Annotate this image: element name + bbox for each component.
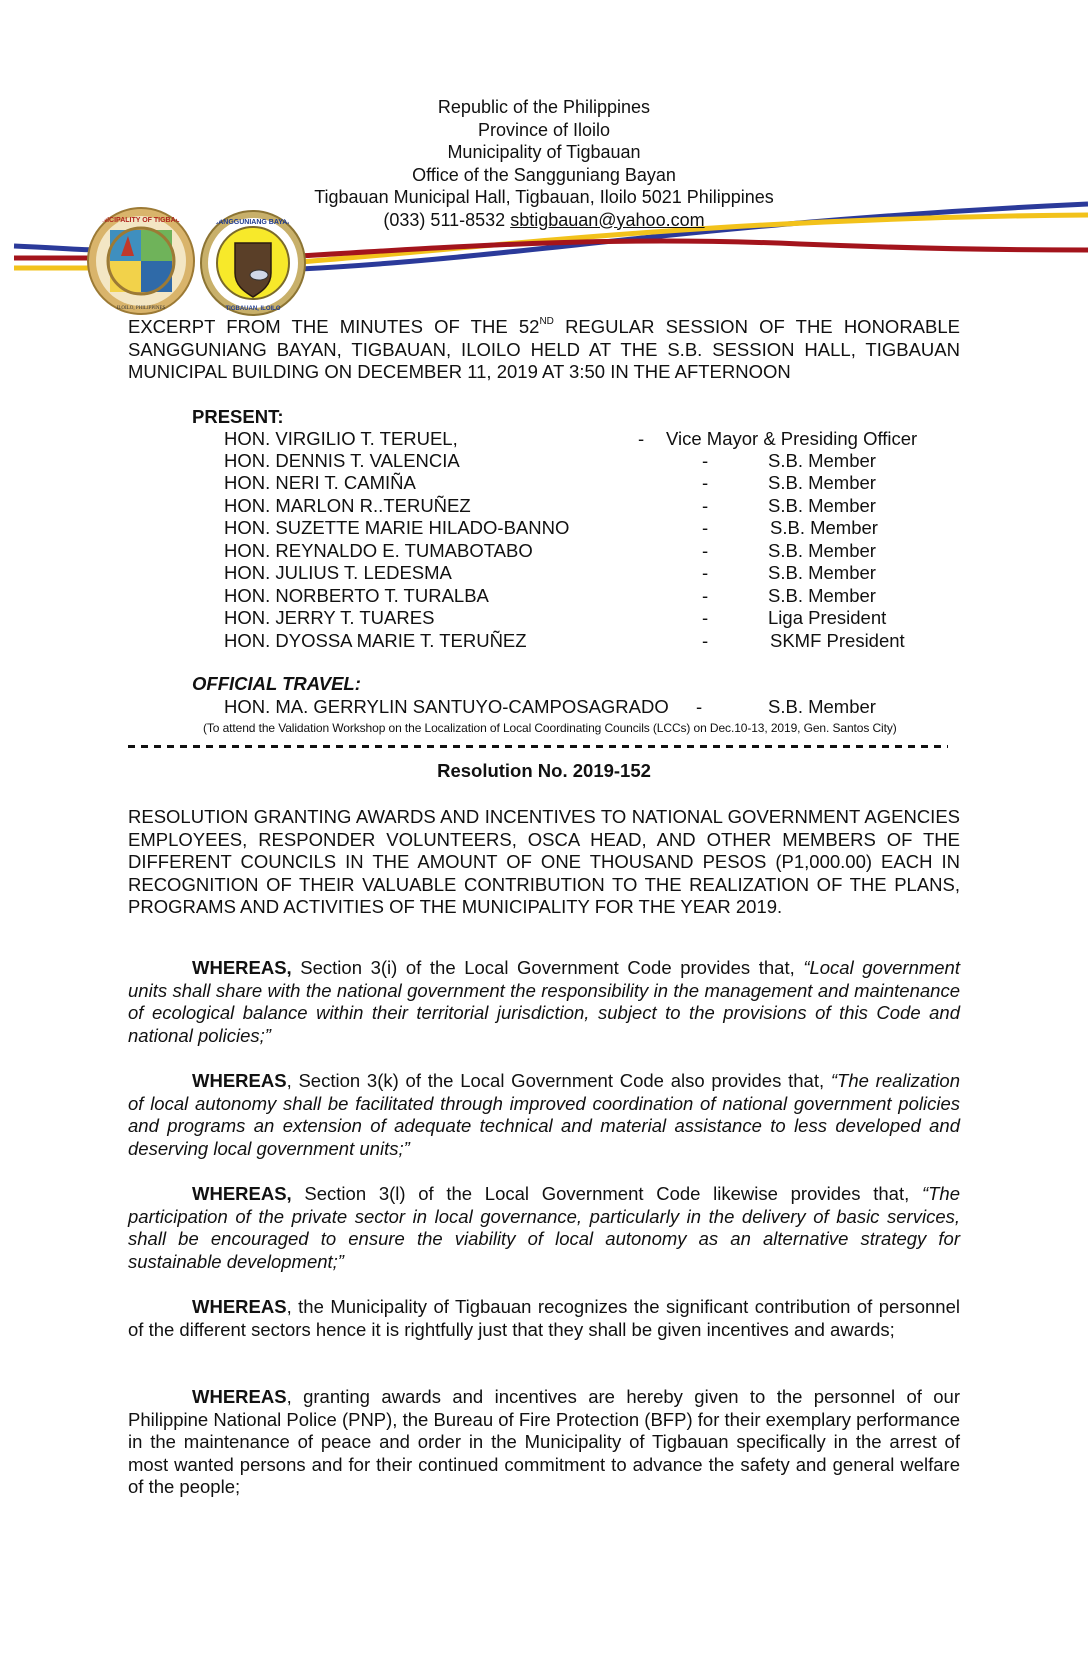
attendee-name: HON. DENNIS T. VALENCIA: [224, 450, 460, 471]
excerpt-prefix: EXCERPT FROM THE MINUTES OF THE 52: [128, 316, 540, 337]
attendee-row: [224, 585, 944, 607]
attendee-role: Vice Mayor & Presiding Officer: [666, 428, 918, 449]
attendee-name: HON. SUZETTE MARIE HILADO-BANNO: [224, 517, 570, 538]
resolution-number: Resolution No. 2019-152: [437, 760, 651, 781]
letterhead-office: Office of the Sangguniang Bayan: [412, 164, 676, 185]
attendee-dash: -: [702, 585, 709, 606]
attendee-name: HON. JULIUS T. LEDESMA: [224, 562, 452, 583]
whereas-lead: WHEREAS,: [192, 957, 292, 978]
excerpt-superscript: ND: [539, 316, 554, 327]
official-travel-heading: OFFICIAL TRAVEL:: [192, 673, 361, 694]
svg-text:SANGGUNIANG BAYAN: SANGGUNIANG BAYAN: [213, 219, 293, 226]
attendee-role: S.B. Member: [768, 472, 876, 493]
whereas-text: Section 3(i) of the Local Government Code provides that,: [291, 957, 804, 978]
whereas-lead: WHEREAS,: [192, 1183, 292, 1204]
dashed-divider: [128, 745, 948, 748]
attendee-row: [224, 630, 944, 652]
resolution-title: RESOLUTION GRANTING AWARDS AND INCENTIVES TO NATIONAL GOVERNMENT AGENCIES EMPLOYEES, RESPONDER VOLUNTEERS, OSCA HEAD, AND OTHER MEMBERS OF THE DIFFERENT COUNCILS IN THE AMOUNT OF ONE THOUSAND PESOS (P1,000.00) EACH IN RECOGNITION OF THEIR VALUABLE CONTRIBUTION TO THE REALIZATION OF THE PLANS, PROGRAMS AND ACTIVITIES OF THE MUNICIPALITY FOR THE YEAR 2019.: [128, 806, 960, 917]
attendee-role: S.B. Member: [768, 540, 876, 561]
whereas-clause: [128, 1070, 960, 1160]
attendee-dash: -: [702, 495, 709, 516]
attendee-role: S.B. Member: [768, 696, 876, 717]
attendee-name: HON. VIRGILIO T. TERUEL,: [224, 428, 458, 449]
attendee-name: HON. MARLON R..TERUÑEZ: [224, 495, 471, 516]
excerpt-heading: [128, 316, 960, 384]
letterhead-phone: (033) 511-8532: [383, 209, 506, 230]
attendee-name: HON. NERI T. CAMIÑA: [224, 472, 416, 493]
attendee-dash: -: [702, 540, 709, 561]
attendee-dash: -: [702, 450, 709, 471]
attendee-name: HON. DYOSSA MARIE T. TERUÑEZ: [224, 630, 527, 651]
svg-text:TIGBAUAN, ILOILO: TIGBAUAN, ILOILO: [225, 306, 281, 312]
attendee-role: S.B. Member: [770, 517, 878, 538]
whereas-lead: WHEREAS: [192, 1296, 287, 1317]
whereas-quote: “The realization of local autonomy shall be facilitated through improved coordination of national government policies and programs an extension of adequate technical and material assistance to less developed and deserving local government units;”: [128, 1070, 960, 1159]
whereas-lead: WHEREAS: [192, 1386, 287, 1407]
present-heading: PRESENT:: [192, 406, 284, 427]
attendee-dash: -: [638, 428, 645, 449]
attendee-role: S.B. Member: [768, 562, 876, 583]
letterhead: [0, 96, 1088, 231]
attendee-name: HON. MA. GERRYLIN SANTUYO-CAMPOSAGRADO: [224, 696, 669, 717]
whereas-clause: [128, 1386, 960, 1499]
whereas-quote: “The participation of the private sector in local governance, particularly in the delivery of basic services, shall be encouraged to ensure the viability of local autonomy as an alternative strategy for sustainable development;”: [128, 1183, 960, 1272]
letterhead-address: Tigbauan Municipal Hall, Tigbauan, Iloilo 5021 Philippines: [314, 187, 774, 207]
letterhead-province: Province of Iloilo: [477, 119, 611, 140]
attendee-row: [224, 562, 944, 584]
attendee-row: [224, 428, 944, 450]
attendee-dash: -: [696, 696, 703, 717]
attendee-row: [224, 540, 944, 562]
attendee-dash: -: [702, 607, 709, 628]
svg-text:ILOILO, PHILIPPINES: ILOILO, PHILIPPINES: [116, 306, 166, 311]
whereas-clause: [128, 1296, 960, 1341]
attendee-role: SKMF President: [770, 630, 905, 651]
svg-text:MUNICIPALITY OF TIGBAUAN: MUNICIPALITY OF TIGBAUAN: [91, 217, 191, 224]
attendee-role: S.B. Member: [768, 495, 876, 516]
attendee-name: HON. NORBERTO T. TURALBA: [224, 585, 489, 606]
attendee-role: Liga President: [768, 607, 887, 628]
whereas-clause: [128, 1183, 960, 1273]
letterhead-municipality: Municipality of Tigbauan: [447, 142, 641, 162]
whereas-text: , the Municipality of Tigbauan recognizes the significant contribution of personnel of the different sectors hence it is rightfully just that they shall be given incentives and awards;: [128, 1296, 960, 1340]
attendee-role: S.B. Member: [768, 450, 876, 471]
attendee-row: [224, 472, 944, 494]
attendee-dash: -: [702, 630, 709, 651]
whereas-text: Section 3(l) of the Local Government Code likewise provides that,: [291, 1183, 922, 1204]
letterhead-country: Republic of the Philippines: [437, 97, 651, 117]
letterhead-email-link[interactable]: sbtigbauan@yahoo.com: [510, 209, 705, 230]
attendee-row: [224, 495, 944, 517]
travel-attendee-row: [224, 696, 944, 718]
attendee-dash: -: [702, 472, 709, 493]
official-travel-note: (To attend the Validation Workshop on the Localization of Local Coordinating Councils (LCCs) on Dec.10-13, 2019, Gen. Santos City): [203, 721, 897, 735]
whereas-text: , granting awards and incentives are hereby given to the personnel of our Philippine National Police (PNP), the Bureau of Fire Protection (BFP) for their exemplary performance in the maintenance of peace and order in the Municipality of Tigbauan specifically in the arrest of most wanted persons and for their continued commitment to advance the safety and general welfare of the people;: [128, 1386, 960, 1497]
attendee-name: HON. REYNALDO E. TUMABOTABO: [224, 540, 533, 561]
attendee-row: [224, 517, 944, 539]
whereas-text: , Section 3(k) of the Local Government Code also provides that,: [286, 1070, 831, 1091]
excerpt-suffix: REGULAR SESSION OF THE HONORABLE SANGGUNIANG BAYAN, TIGBAUAN, ILOILO HELD AT THE S.B. SESSION HALL, TIGBAUAN MUNICIPAL BUILDING ON DECEMBER 11, 2019 AT 3:50 IN THE AFTERNOON: [128, 316, 960, 382]
attendee-dash: -: [702, 517, 709, 538]
attendee-role: S.B. Member: [768, 585, 876, 606]
letterhead-contact: [0, 209, 1088, 232]
attendee-row: [224, 607, 944, 629]
attendee-name: HON. JERRY T. TUARES: [224, 607, 435, 628]
whereas-lead: WHEREAS: [192, 1070, 287, 1091]
attendee-dash: -: [702, 562, 709, 583]
whereas-clause: [128, 957, 960, 1047]
whereas-quote: “Local government units shall share with the national government the responsibility in the management and maintenance of ecological balance within their territorial jurisdiction, subject to the provisions of this Code and national policies;”: [128, 957, 960, 1046]
attendee-row: [224, 450, 944, 472]
